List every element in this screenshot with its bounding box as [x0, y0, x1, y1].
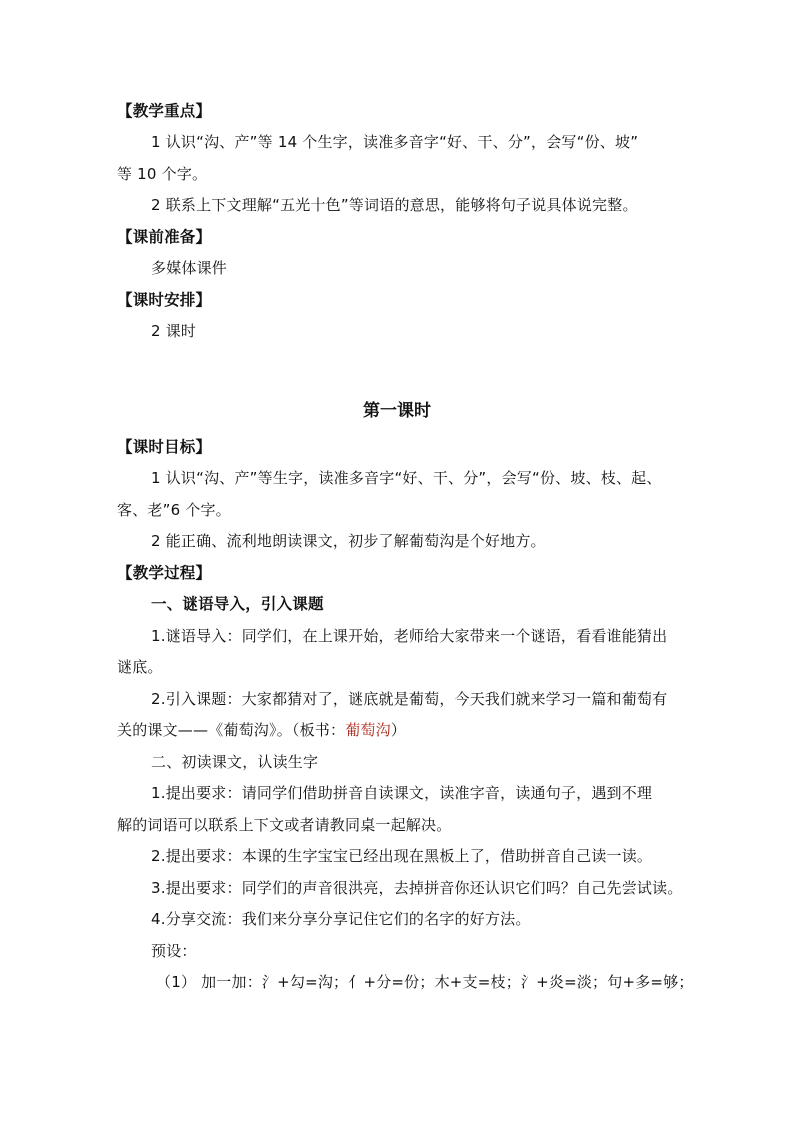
goal-1-line-2: 客、老”6 个字。 [117, 501, 231, 519]
part-2-item-3: 3.提出要求：同学们的声音很洪亮，去掉拼音你还认识它们吗？自己先尝试读。 [151, 879, 683, 897]
board-note-title: 葡萄沟 [345, 721, 391, 739]
preparation-heading: 【课前准备】 [117, 228, 212, 246]
part-2-title: 二、初读课文，认读生字 [151, 753, 319, 771]
schedule-text: 2 课时 [151, 322, 197, 340]
part-1-title: 一、谜语导入，引入课题 [151, 595, 324, 613]
key-points-item-2: 2 联系上下文理解“五光十色”等词语的意思，能够将句子说具体说完整。 [151, 196, 638, 214]
goals-heading: 【课时目标】 [117, 438, 212, 456]
part-1-item-1-line-2: 谜底。 [117, 658, 163, 676]
board-note-suffix: ） [390, 721, 407, 739]
part-2-item-1-line-2: 解的词语可以联系上下文或者请教同桌一起解决。 [117, 816, 452, 834]
lesson-one-title: 第一课时 [363, 401, 431, 421]
preset-label: 预设： [151, 942, 197, 960]
goal-1-line-1: 1 认识“沟、产”等生字，读准多音字“好、干、分”，会写“份、坡、枝、起、 [151, 469, 662, 487]
part-1-item-1-line-1: 1.谜语导入：同学们，在上课开始，老师给大家带来一个谜语，看看谁能猜出 [151, 627, 668, 645]
preset-item-1: （1） 加一加：氵+勾=沟；亻+分=份；木+支=枝；氵+炎=淡；句+多=够； [156, 973, 694, 991]
board-note-prefix: 关的课文——《葡萄沟》。（板书： [117, 721, 346, 739]
preparation-text: 多媒体课件 [151, 259, 228, 277]
key-points-heading: 【教学重点】 [117, 102, 212, 120]
goal-2: 2 能正确、流利地朗读课文，初步了解葡萄沟是个好地方。 [151, 532, 546, 550]
part-2-item-2: 2.提出要求：本课的生字宝宝已经出现在黑板上了，借助拼音自己读一读。 [151, 847, 653, 865]
part-2-item-1-line-1: 1.提出要求：请同学们借助拼音自读课文，读准字音，读通句子，遇到不理 [151, 784, 653, 802]
process-heading: 【教学过程】 [117, 564, 212, 582]
part-2-item-4: 4.分享交流：我们来分享分享记住它们的名字的好方法。 [151, 910, 531, 928]
key-points-item-1-line-2: 等 10 个字。 [117, 165, 208, 183]
schedule-heading: 【课时安排】 [117, 291, 212, 309]
part-1-item-2-line-2 [117, 720, 406, 740]
key-points-item-1-line-1: 1 认识“沟、产”等 14 个生字，读准多音字“好、干、分”，会写“份、坡” [151, 133, 639, 151]
part-1-item-2-line-1: 2.引入课题：大家都猜对了，谜底就是葡萄，今天我们就来学习一篇和葡萄有 [151, 690, 668, 708]
